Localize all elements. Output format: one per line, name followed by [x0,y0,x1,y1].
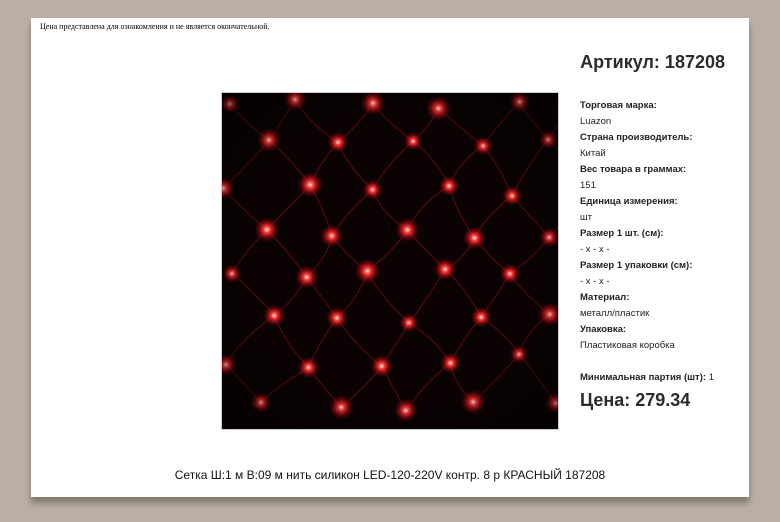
spec-label: Размер 1 шт. (см): [580,228,664,239]
spec-item-size [580,226,740,258]
spec-value: - x - x - [580,276,610,287]
spec-label: Вес товара в граммах: [580,164,687,175]
price: Цена: 279.34 [580,390,691,410]
spec-value: - x - x - [580,244,610,255]
spec-list [580,98,740,354]
min-order-value: 1 [708,372,714,383]
min-order [580,372,714,383]
product-sheet [31,18,749,497]
spec-value: Китай [580,148,606,159]
spec-label: Материал: [580,292,630,303]
spec-label: Торговая марка: [580,100,657,111]
spec-value: Пластиковая коробка [580,340,675,351]
spec-packaging [580,322,740,354]
spec-value: шт [580,212,592,223]
spec-label: Страна производитель: [580,132,693,143]
product-photo [221,92,559,430]
spec-label: Упаковка: [580,324,627,335]
spec-brand [580,98,740,130]
product-title: Сетка Ш:1 м В:09 м нить силикон LED-120-220V контр. 8 р КРАСНЫЙ 187208 [174,468,606,482]
spec-label: Размер 1 упаковки (см): [580,260,693,271]
spec-value: Luazon [580,116,612,127]
price-disclaimer: Цена представлена для ознакомления и не является окончательной. [40,22,270,31]
spec-package-size [580,258,740,290]
spec-country [580,130,740,162]
spec-unit [580,194,740,226]
spec-label: Единица измерения: [580,196,678,207]
article-number: Артикул: 187208 [580,52,725,72]
spec-value: 151 [580,180,596,191]
spec-weight [580,162,740,194]
led-net-image [222,93,558,429]
min-order-label: Минимальная партия (шт): [580,372,707,383]
spec-value: металл/пластик [580,308,650,319]
spec-material [580,290,740,322]
